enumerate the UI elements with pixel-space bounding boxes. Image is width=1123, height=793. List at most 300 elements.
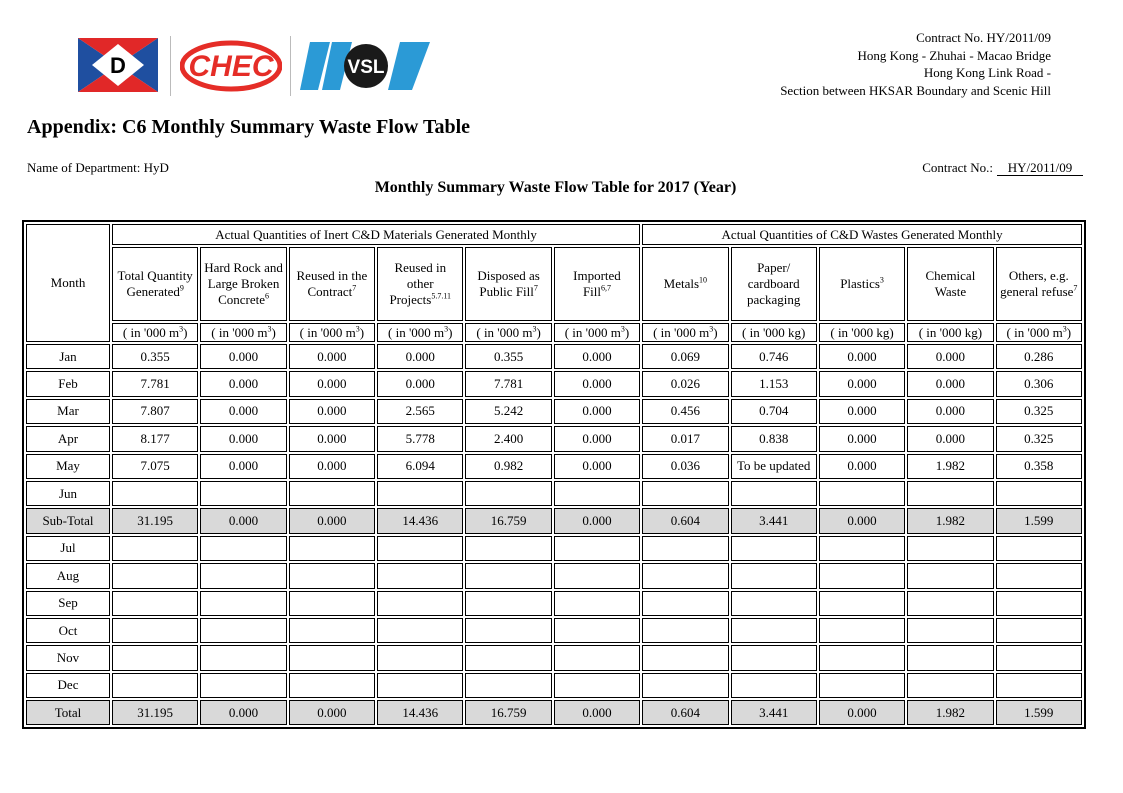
table-row [26,481,1082,506]
value-cell: 0.000 [554,344,640,369]
column-header-text: Total Quantity [117,268,193,283]
value-cell [465,481,551,506]
value-cell [819,618,905,643]
value-cell: 1.153 [731,371,817,396]
value-cell: 0.000 [200,700,286,725]
value-cell: 1.982 [907,700,993,725]
value-cell: 3.441 [731,700,817,725]
value-cell: 0.704 [731,399,817,424]
footnote-marker: 6,7 [601,283,612,293]
value-cell: 0.325 [996,426,1082,451]
column-header-text: other [406,276,434,291]
column-header-text: Chemical [925,268,976,283]
value-cell [731,591,817,616]
table-row [26,673,1082,698]
value-cell [731,481,817,506]
value-cell: 0.000 [200,399,286,424]
column-header-text: Disposed as [477,268,540,283]
column-header-text: Large Broken [207,276,280,291]
unit-header [289,323,375,342]
value-cell [819,673,905,698]
value-cell: 0.000 [289,399,375,424]
table-row [26,645,1082,670]
column-header [112,247,198,321]
month-cell: May [26,454,110,479]
value-cell: 0.000 [907,399,993,424]
month-cell: Nov [26,645,110,670]
value-cell: 0.355 [465,344,551,369]
value-cell: 0.000 [377,371,463,396]
column-header-text: cardboard [747,276,800,291]
value-cell [200,645,286,670]
column-header-line [114,284,196,300]
value-cell: 0.036 [642,454,728,479]
svg-text:D: D [110,53,126,78]
contract-line: Section between HKSAR Boundary and Scenic Hill [780,82,1051,98]
column-header-line [733,276,815,292]
table-row [26,426,1082,451]
contract-line: Hong Kong Link Road - [923,65,1051,80]
unit-header [200,323,286,342]
value-cell [996,645,1082,670]
unit-header [642,323,728,342]
column-header [819,247,905,321]
footnote-marker: 9 [179,283,184,293]
table-header [26,224,1082,342]
unit-text-end: ) [359,324,365,340]
value-cell: 0.017 [642,426,728,451]
column-header [465,247,551,321]
value-cell [289,563,375,588]
value-cell [200,563,286,588]
value-cell [907,645,993,670]
column-header-line [556,268,638,284]
value-cell: 1.599 [996,700,1082,725]
value-cell [554,481,640,506]
column-header-text: Contract [307,284,353,299]
value-cell [907,563,993,588]
value-cell: 0.000 [819,700,905,725]
value-cell [996,563,1082,588]
logo-divider [170,36,171,96]
month-cell: Apr [26,426,110,451]
value-cell: 0.604 [642,508,728,533]
value-cell [642,591,728,616]
value-cell [289,536,375,561]
value-cell [112,618,198,643]
waste-group-header: Actual Quantities of C&D Wastes Generated Monthly [642,224,1082,245]
unit-superscript: 3 [355,324,360,334]
value-cell: To be updated [731,454,817,479]
value-cell: 5.778 [377,426,463,451]
value-cell [465,673,551,698]
value-cell: 0.000 [554,700,640,725]
month-cell: Total [26,700,110,725]
unit-text: ( in '000 kg) [742,324,806,340]
table-row [26,344,1082,369]
value-cell: 0.000 [289,700,375,725]
column-header [377,247,463,321]
value-cell: 0.000 [289,508,375,533]
footnote-marker: 3 [879,275,884,285]
value-cell [112,481,198,506]
table-row [26,371,1082,396]
value-cell: 0.286 [996,344,1082,369]
value-cell: 0.604 [642,700,728,725]
unit-superscript: 3 [709,324,714,334]
value-cell [642,645,728,670]
value-cell [377,591,463,616]
value-cell: 8.177 [112,426,198,451]
unit-text: ( in '000 kg) [830,324,894,340]
column-header-text: Others, e.g. [1008,268,1069,283]
unit-superscript: 3 [267,324,272,334]
column-header-line [379,260,461,276]
value-cell: 14.436 [377,700,463,725]
column-header-line [467,284,549,300]
value-cell: 7.807 [112,399,198,424]
value-cell [377,536,463,561]
table-title: Monthly Summary Waste Flow Table for 2017 (Year) [374,179,737,196]
column-header-line [291,268,373,284]
month-cell: Jun [26,481,110,506]
value-cell [996,673,1082,698]
header-group-row [26,224,1082,245]
month-cell: Aug [26,563,110,588]
column-header-line [202,276,284,292]
value-cell [289,673,375,698]
column-header-text: Projects [389,292,432,307]
value-cell: 7.781 [112,371,198,396]
value-cell: 0.000 [819,344,905,369]
value-cell: 0.000 [200,426,286,451]
unit-superscript: 3 [620,324,625,334]
footnote-marker: 7 [533,283,538,293]
unit-text: ( in '000 m [653,324,710,340]
table-row [26,454,1082,479]
value-cell: 0.982 [465,454,551,479]
value-cell: 0.000 [200,508,286,533]
value-cell: 1.982 [907,454,993,479]
value-cell [907,618,993,643]
value-cell [112,645,198,670]
footnote-marker: 7 [1073,283,1078,293]
value-cell: 0.358 [996,454,1082,479]
value-cell: 1.599 [996,508,1082,533]
value-cell: 0.000 [819,454,905,479]
unit-text-end: ) [183,324,188,340]
value-cell [554,536,640,561]
unit-text: ( in '000 m [1006,324,1063,340]
column-header-text: Waste [934,284,967,299]
unit-text-end: ) [448,324,453,340]
column-header-line [467,268,549,284]
unit-header [377,323,463,342]
column-header-text: packaging [746,292,801,307]
month-cell: Sub-Total [26,508,110,533]
value-cell: 7.781 [465,371,551,396]
column-header-text: Plastics [840,276,880,291]
contract-number [922,160,1083,176]
unit-text-end: ) [536,324,541,340]
value-cell [731,563,817,588]
value-cell: 0.000 [907,344,993,369]
value-cell: 16.759 [465,508,551,533]
unit-superscript: 3 [179,324,184,334]
contract-line: Hong Kong - Zhuhai - Macao Bridge [857,47,1051,63]
column-header-line [379,276,461,292]
column-header [289,247,375,321]
value-cell [907,673,993,698]
value-cell: 2.565 [377,399,463,424]
value-cell [819,481,905,506]
value-cell [289,618,375,643]
unit-text-end: ) [713,324,718,340]
value-cell [554,563,640,588]
column-header-line [733,292,815,308]
value-cell: 0.355 [112,344,198,369]
column-header-line [998,284,1080,300]
value-cell: 1.982 [907,508,993,533]
value-cell [289,645,375,670]
value-cell [200,481,286,506]
unit-text: ( in '000 m [122,324,180,340]
unit-header-row [26,323,1082,342]
unit-header [996,323,1082,342]
unit-header [554,323,640,342]
unit-text-end: ) [1066,324,1072,340]
value-cell: 31.195 [112,700,198,725]
unit-text: ( in '000 m [299,324,356,340]
table-row [26,536,1082,561]
value-cell: 0.000 [289,454,375,479]
unit-text: ( in '000 m [564,324,621,340]
value-cell: 0.746 [731,344,817,369]
value-cell [642,563,728,588]
column-header-line [909,284,991,300]
month-header: Month [26,224,110,342]
value-cell: 0.325 [996,399,1082,424]
unit-text: ( in '000 m [211,324,268,340]
value-cell [377,645,463,670]
inert-group-header: Actual Quantities of Inert C&D Materials Generated Monthly [112,224,640,245]
value-cell: 0.000 [819,508,905,533]
value-cell: 0.000 [819,426,905,451]
month-cell: Jul [26,536,110,561]
value-cell [907,536,993,561]
value-cell: 14.436 [377,508,463,533]
department-name: Name of Department: HyD [27,160,169,175]
column-header-text: Reused in the [296,268,368,283]
month-cell: Oct [26,618,110,643]
value-cell [200,618,286,643]
column-header-text: Imported [573,268,621,283]
value-cell: 0.000 [377,344,463,369]
column-header-line [291,284,373,300]
column-header [996,247,1082,321]
value-cell [819,591,905,616]
contract-number-label: Contract No.: [922,160,993,175]
value-cell: 0.000 [289,344,375,369]
value-cell: 0.069 [642,344,728,369]
value-cell [819,536,905,561]
value-cell [819,645,905,670]
value-cell: 0.000 [289,426,375,451]
chec-logo [180,40,282,92]
table-body [26,344,1082,725]
value-cell [554,673,640,698]
column-header-line [202,260,284,276]
footnote-marker: 5.7.11 [431,291,452,301]
value-cell [642,673,728,698]
column-header-text: Reused in [394,260,447,275]
value-cell [465,536,551,561]
table-row [26,399,1082,424]
month-cell: Feb [26,371,110,396]
column-header-text: Generated [126,284,180,299]
value-cell: 0.000 [907,371,993,396]
column-header [907,247,993,321]
column-header-line [644,276,726,292]
unit-header [731,323,817,342]
value-cell [200,591,286,616]
column-header-line [114,268,196,284]
column-header-line [998,268,1080,284]
value-cell [200,673,286,698]
column-header-text: Hard Rock and [204,260,283,275]
value-cell: 31.195 [112,508,198,533]
footnote-marker: 6 [265,291,269,301]
value-cell: 0.000 [200,371,286,396]
value-cell: 0.000 [200,344,286,369]
value-cell [907,591,993,616]
footnote-marker: 7 [352,283,357,293]
column-header-text: Paper/ [757,260,791,275]
d-logo [78,38,158,92]
value-cell [907,481,993,506]
month-cell: Sep [26,591,110,616]
value-cell: 0.000 [554,399,640,424]
value-cell: 0.000 [819,399,905,424]
footnote-marker: 10 [699,275,708,285]
value-cell [465,563,551,588]
value-cell [377,563,463,588]
contract-info-block [780,29,1051,99]
column-header [731,247,817,321]
value-cell: 0.306 [996,371,1082,396]
value-cell: 0.026 [642,371,728,396]
value-cell [731,645,817,670]
contract-line: Contract No. HY/2011/09 [916,30,1051,45]
value-cell [465,645,551,670]
column-header-text: Concrete [218,292,265,307]
value-cell [377,618,463,643]
value-cell: 0.838 [731,426,817,451]
column-header-line [821,276,903,292]
value-cell [731,673,817,698]
column-header-line [379,292,461,308]
month-cell: Dec [26,673,110,698]
value-cell: 0.456 [642,399,728,424]
column-header-line [202,292,284,308]
table-row [26,591,1082,616]
unit-header [465,323,551,342]
unit-superscript: 3 [444,324,449,334]
unit-header [819,323,905,342]
unit-text: ( in '000 kg) [918,324,983,340]
column-header-line [909,268,991,284]
svg-text:CHEC: CHEC [188,50,274,83]
value-cell [731,536,817,561]
value-cell: 0.000 [200,454,286,479]
value-cell [996,591,1082,616]
value-cell: 3.441 [731,508,817,533]
value-cell [289,481,375,506]
unit-text-end: ) [271,324,276,340]
column-header [554,247,640,321]
unit-text: ( in '000 m [388,324,445,340]
value-cell: 0.000 [554,426,640,451]
value-cell: 0.000 [907,426,993,451]
value-cell [731,618,817,643]
value-cell: 5.242 [465,399,551,424]
value-cell [996,481,1082,506]
value-cell [377,673,463,698]
value-cell [996,618,1082,643]
value-cell [554,591,640,616]
value-cell: 2.400 [465,426,551,451]
value-cell [377,481,463,506]
subtotal-row [26,508,1082,533]
value-cell: 0.000 [819,371,905,396]
svg-text:VSL: VSL [347,57,385,78]
value-cell: 7.075 [112,454,198,479]
month-cell: Jan [26,344,110,369]
value-cell [642,618,728,643]
value-cell: 0.000 [554,508,640,533]
unit-text-end: ) [624,324,630,340]
unit-text: ( in '000 m [476,324,533,340]
unit-superscript: 3 [532,324,537,334]
value-cell [289,591,375,616]
logo-divider [290,36,291,96]
value-cell: 16.759 [465,700,551,725]
column-header-line [556,284,638,300]
column-header-row [26,247,1082,321]
value-cell [554,645,640,670]
waste-flow-table [22,220,1086,729]
value-cell [996,536,1082,561]
value-cell [465,591,551,616]
value-cell [200,536,286,561]
unit-superscript: 3 [1062,324,1067,334]
table-row [26,563,1082,588]
value-cell: 0.000 [554,371,640,396]
total-row [26,700,1082,725]
table-row [26,618,1082,643]
column-header-line [733,260,815,276]
column-header-text: Metals [663,276,700,291]
column-header [642,247,728,321]
contract-number-value: HY/2011/09 [997,160,1083,176]
value-cell [112,591,198,616]
column-header-text: Fill [582,284,602,299]
unit-header [112,323,198,342]
value-cell [112,673,198,698]
value-cell: 6.094 [377,454,463,479]
value-cell [819,563,905,588]
appendix-title: Appendix: C6 Monthly Summary Waste Flow Table [27,116,471,138]
